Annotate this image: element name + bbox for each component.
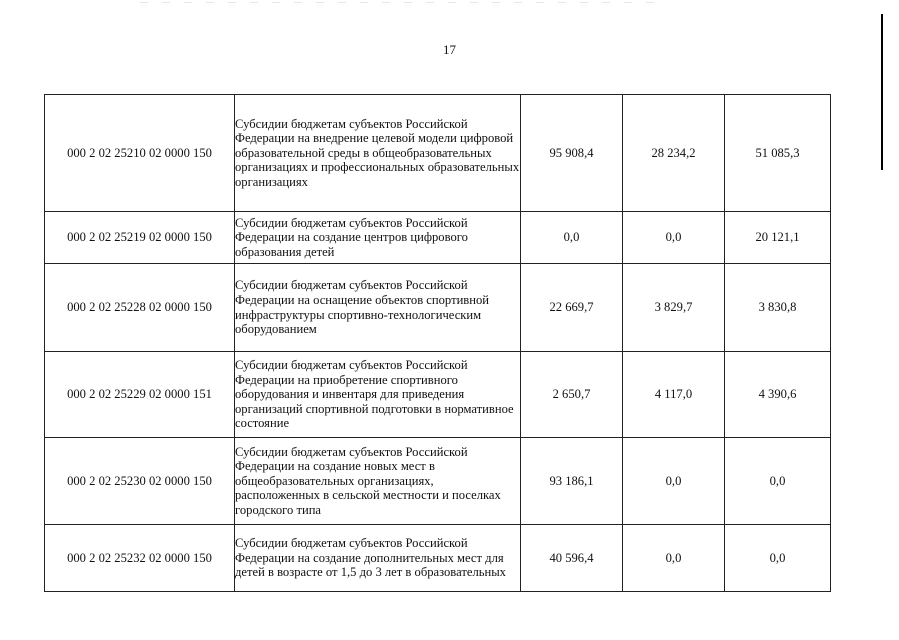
amount-year-3: 51 085,3 bbox=[725, 95, 831, 212]
amount-year-1: 22 669,7 bbox=[521, 264, 623, 352]
budget-description bbox=[235, 438, 521, 525]
amount-year-1: 40 596,4 bbox=[521, 525, 623, 592]
budget-description bbox=[235, 212, 521, 264]
amount-year-2: 0,0 bbox=[623, 438, 725, 525]
description-text: Субсидии бюджетам субъектов Российской Федерации на создание дополнительных мест для детей в возрасте от 1,5 до 3 лет в образовательных bbox=[235, 536, 506, 580]
description-text: Субсидии бюджетам субъектов Российской Федерации на оснащение объектов спортивной инфраструктуры спортивно-технологическим оборудованием bbox=[235, 278, 490, 337]
amount-year-3: 0,0 bbox=[725, 438, 831, 525]
amount-year-2: 3 829,7 bbox=[623, 264, 725, 352]
budget-code: 000 2 02 25228 02 0000 150 bbox=[45, 264, 235, 352]
table-row bbox=[45, 95, 831, 212]
budget-description bbox=[235, 525, 521, 592]
budget-table bbox=[44, 94, 831, 592]
description-text: Субсидии бюджетам субъектов Российской Федерации на создание центров цифрового образования детей bbox=[235, 215, 468, 259]
amount-year-2: 0,0 bbox=[623, 525, 725, 592]
amount-year-3: 3 830,8 bbox=[725, 264, 831, 352]
page-number: 17 bbox=[443, 42, 456, 57]
description-text: Субсидии бюджетам субъектов Российской Федерации на внедрение целевой модели цифровой образовательной среды в общеобразовательных организациях и профессиональных образовательных организациях bbox=[235, 116, 520, 189]
budget-code: 000 2 02 25219 02 0000 150 bbox=[45, 212, 235, 264]
amount-year-2: 4 117,0 bbox=[623, 352, 725, 438]
amount-year-3: 20 121,1 bbox=[725, 212, 831, 264]
description-text: Субсидии бюджетам субъектов Российской Федерации на приобретение спортивного оборудования и инвентаря для приведения организаций спортивной подготовки в нормативное состояние bbox=[235, 358, 514, 431]
scan-edge-mark bbox=[881, 14, 883, 170]
budget-code: 000 2 02 25210 02 0000 150 bbox=[45, 95, 235, 212]
budget-code: 000 2 02 25230 02 0000 150 bbox=[45, 438, 235, 525]
budget-description bbox=[235, 264, 521, 352]
amount-year-2: 28 234,2 bbox=[623, 95, 725, 212]
amount-year-1: 2 650,7 bbox=[521, 352, 623, 438]
table-row bbox=[45, 352, 831, 438]
budget-code: 000 2 02 25229 02 0000 151 bbox=[45, 352, 235, 438]
amount-year-1: 93 186,1 bbox=[521, 438, 623, 525]
amount-year-2: 0,0 bbox=[623, 212, 725, 264]
amount-year-3: 4 390,6 bbox=[725, 352, 831, 438]
budget-code: 000 2 02 25232 02 0000 150 bbox=[45, 525, 235, 592]
table-row bbox=[45, 264, 831, 352]
table-row bbox=[45, 212, 831, 264]
amount-year-1: 95 908,4 bbox=[521, 95, 623, 212]
amount-year-1: 0,0 bbox=[521, 212, 623, 264]
description-text: Субсидии бюджетам субъектов Российской Федерации на создание новых мест в общеобразовательных организациях, расположенных в сельской местности и поселках городского типа bbox=[235, 444, 501, 517]
budget-description bbox=[235, 95, 521, 212]
budget-description bbox=[235, 352, 521, 438]
table-row bbox=[45, 525, 831, 592]
scan-artifact bbox=[140, 2, 660, 3]
table-row bbox=[45, 438, 831, 525]
amount-year-3: 0,0 bbox=[725, 525, 831, 592]
